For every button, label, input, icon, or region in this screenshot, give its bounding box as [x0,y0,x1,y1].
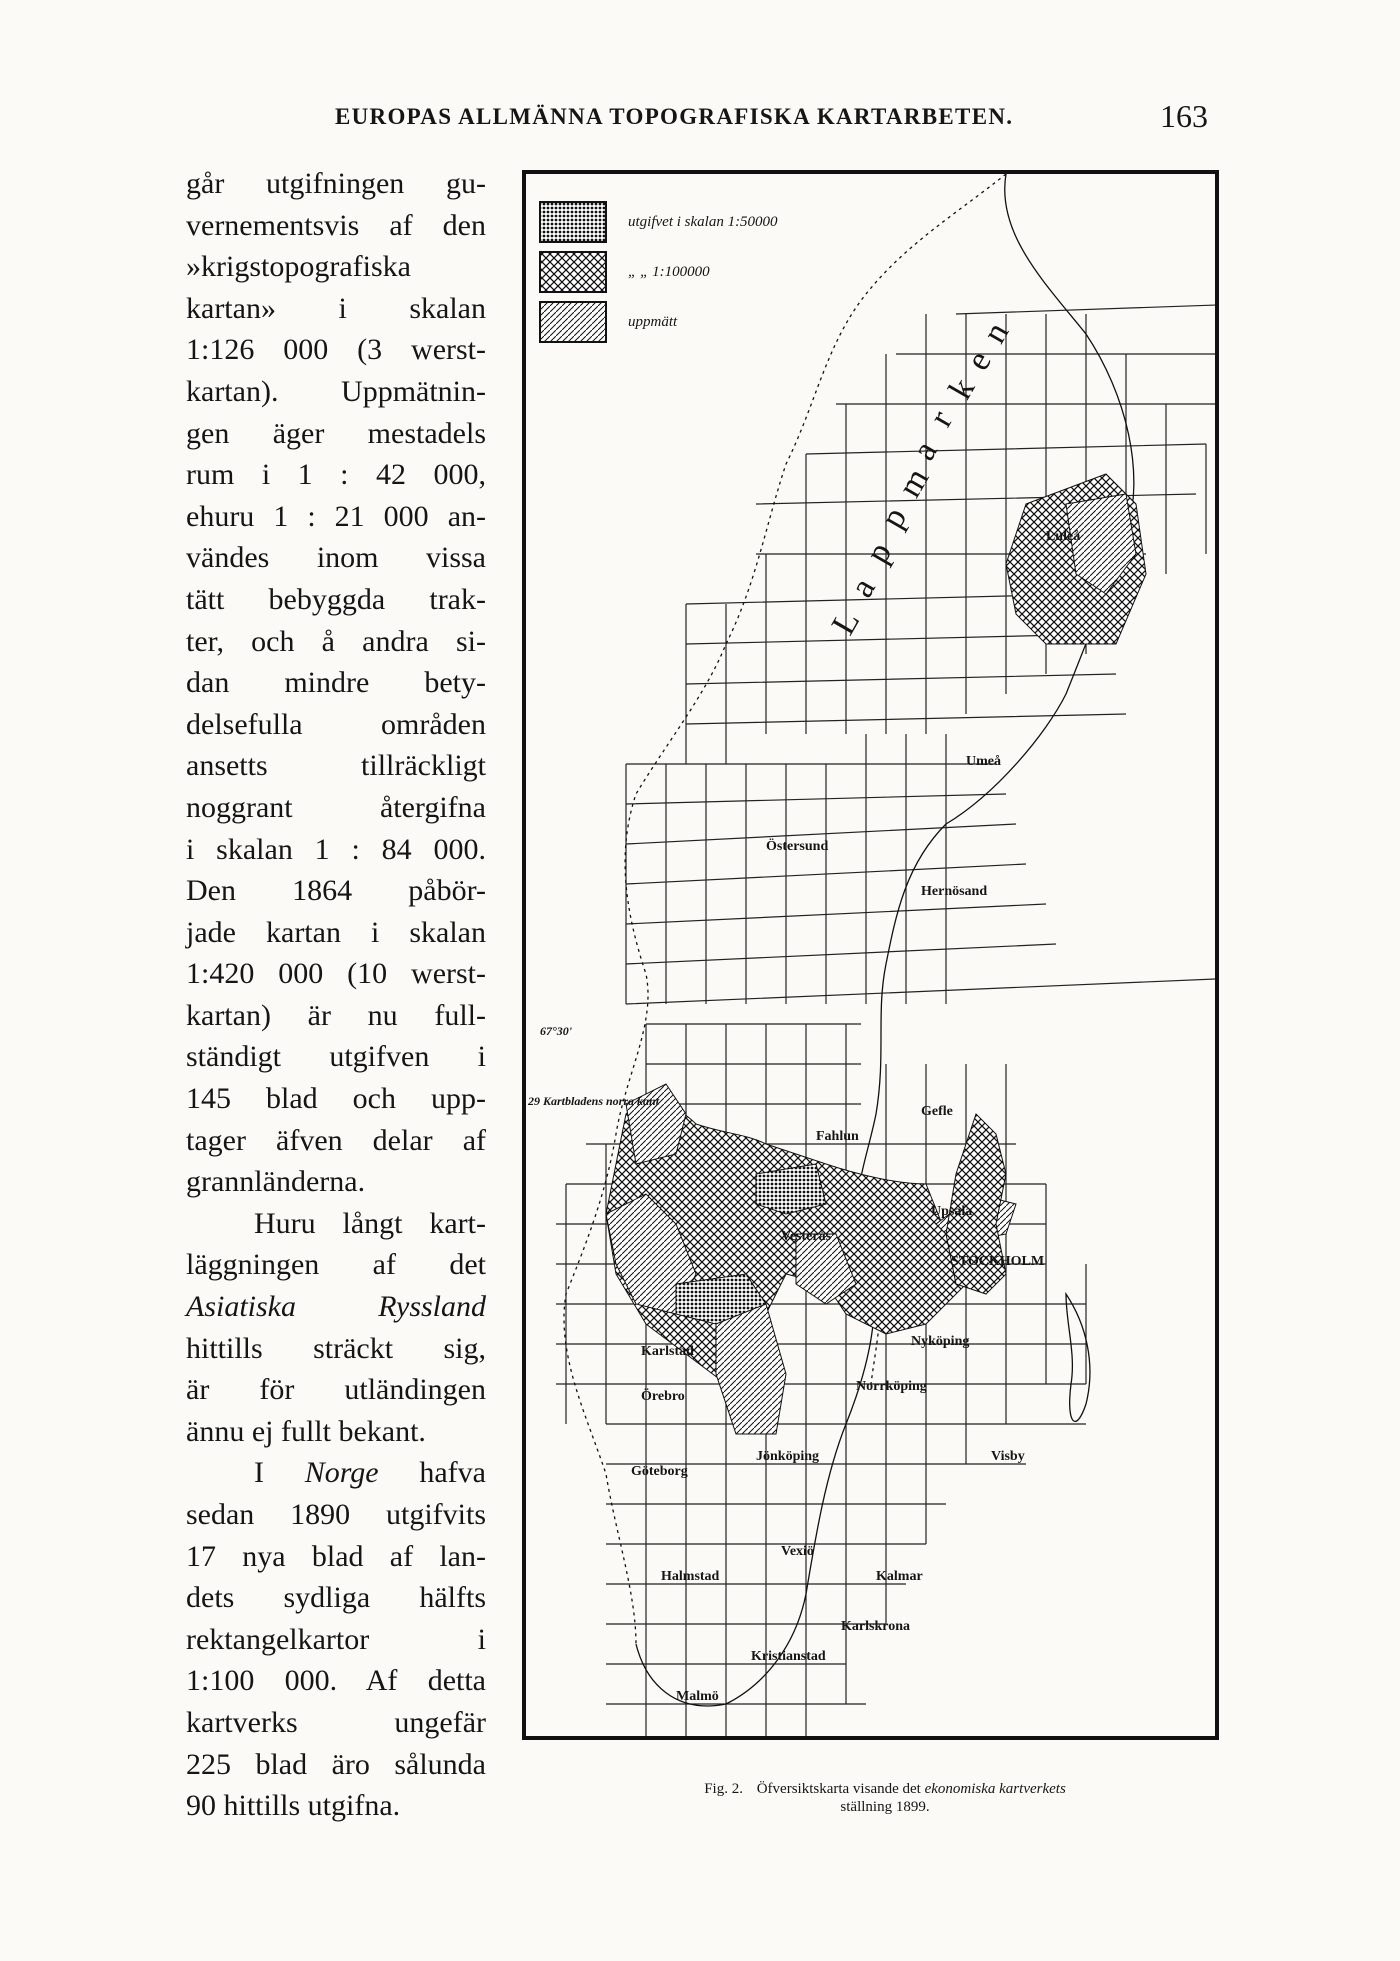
text-line: kartan» i skalan [186,291,486,325]
figure-number: Fig. 2. [704,1781,743,1797]
region-letter: p [873,501,915,535]
region-letter: L [824,604,868,641]
text-line: ständigt utgifven i [186,1040,486,1074]
place-label: Halmstad [661,1569,720,1584]
text-line: hittills sträckt sig, [186,1331,486,1365]
text-line: vernementsvis af den [186,208,486,242]
text-line: 17 nya blad af lan- [186,1539,486,1573]
text-line: ter, och å andra si- [186,624,486,658]
text-line [186,1452,486,1494]
text-line: noggrant återgifna [186,790,486,824]
text-line: 1:420 000 (10 werst- [186,957,486,991]
text-line: delsefulla områden [186,707,486,741]
text-line: i skalan 1 : 84 000. [186,832,486,866]
paragraph-1 [186,163,486,1203]
text-line: ehuru 1 : 21 000 an- [186,499,486,533]
text-line: jade kartan i skalan [186,915,486,949]
text-line: rektangelkartor i [186,1622,486,1656]
caption-italic: ekonomiska kartverkets [924,1781,1066,1797]
legend-swatch-diagonal [540,302,606,342]
text-run: I [254,1456,305,1490]
text-line: 1:126 000 (3 werst- [186,333,486,367]
place-label: Norrköping [856,1379,927,1394]
region-letter: p [858,536,900,570]
caption-text: Öfversiktskarta visande det [756,1781,921,1797]
legend-swatch-crosshatch [540,252,606,292]
latitude-label: 67°30' [540,1024,573,1038]
text-line: ännu ej fullt bekant. [186,1414,426,1448]
text-line: kartverks ungefär [186,1705,486,1739]
place-label: Karlskrona [841,1619,910,1634]
text-line: tager äfven delar af [186,1123,486,1157]
place-label: Umeå [966,754,1001,769]
place-label: Nyköping [911,1334,970,1349]
region-letter: a [905,434,945,467]
region-letter: n [975,316,1017,350]
paragraph-3 [186,1452,486,1826]
place-label: Vexiö [781,1544,814,1559]
region-letter: a [843,571,883,604]
text-run-italic: Norge [304,1456,379,1490]
map-drawing [526,174,1215,1736]
place-label: STOCKHOLM [951,1254,1045,1269]
place-label: Karlstad [641,1344,694,1359]
legend-label: uppmätt [628,314,678,330]
text-line: 225 blad äro sålunda [186,1747,486,1781]
text-line: är för utländingen [186,1373,486,1407]
text-line: ansetts tillräckligt [186,749,486,783]
place-label: Göteborg [631,1464,688,1479]
region-letter: m [891,462,937,504]
caption-line-2: ställning 1899. [840,1799,930,1815]
place-label: Upsala [931,1204,973,1219]
place-label: Jönköping [756,1449,820,1464]
text-line: »krigstopografiska [186,250,411,284]
region-letter: k [941,372,983,406]
text-run: hafva [378,1456,486,1490]
text-line: Den 1864 påbör- [186,874,486,908]
body-text-column [186,163,486,1827]
region-letter: e [959,344,999,377]
overview-map [522,170,1219,1740]
text-line: 145 blad och upp- [186,1082,486,1116]
text-line-italic: Asiatiska Ryssland [186,1290,486,1324]
text-line: Huru långt kart- [254,1206,486,1240]
legend-swatch-dots [540,202,606,242]
running-title: EUROPAS ALLMÄNNA TOPOGRAFISKA KARTARBETEN. [335,104,1014,129]
legend-label: „ „ 1:100000 [628,264,710,280]
latitude-label: 29 Kartbladens norra kant [528,1094,660,1108]
place-label: Gefle [921,1104,953,1119]
text-line: 1:100 000. Af detta [186,1664,486,1698]
text-line: tätt bebyggda trak- [186,582,486,616]
place-label: Visby [991,1449,1025,1464]
page-number: 163 [1160,98,1208,134]
text-line: kartan). Uppmätnin- [186,374,486,408]
text-line: kartan) är nu full- [186,998,486,1032]
figure-caption [565,1780,1205,1816]
text-line: går utgifningen gu- [186,167,486,200]
text-line: läggningen af det [186,1248,486,1282]
text-line: dets sydliga hälfts [186,1581,486,1615]
place-label: Vesterås [781,1229,832,1244]
text-line: sedan 1890 utgifvits [186,1498,486,1531]
place-label: Luleå [1046,529,1081,544]
place-label: Kalmar [876,1569,923,1584]
text-line: grannländerna. [186,1165,366,1199]
paragraph-2 [186,1203,486,1453]
place-label: Kristianstad [751,1649,826,1664]
text-line: rum i 1 : 42 000, [186,458,486,492]
place-label: Malmö [676,1689,719,1704]
text-line: dan mindre bety- [186,666,486,700]
text-line: 90 hittills utgifna. [186,1789,401,1823]
place-label: Östersund [766,839,829,854]
place-label: Örebro [641,1389,685,1404]
text-line: vändes inom vissa [186,541,486,575]
region-letter: r [922,404,961,433]
legend-label: utgifvet i skalan 1:50000 [628,214,778,230]
text-line: gen äger mestadels [186,416,486,450]
place-label: Hernösand [921,884,988,899]
mapped-areas [606,474,1146,1434]
place-label: Fahlun [816,1129,859,1144]
